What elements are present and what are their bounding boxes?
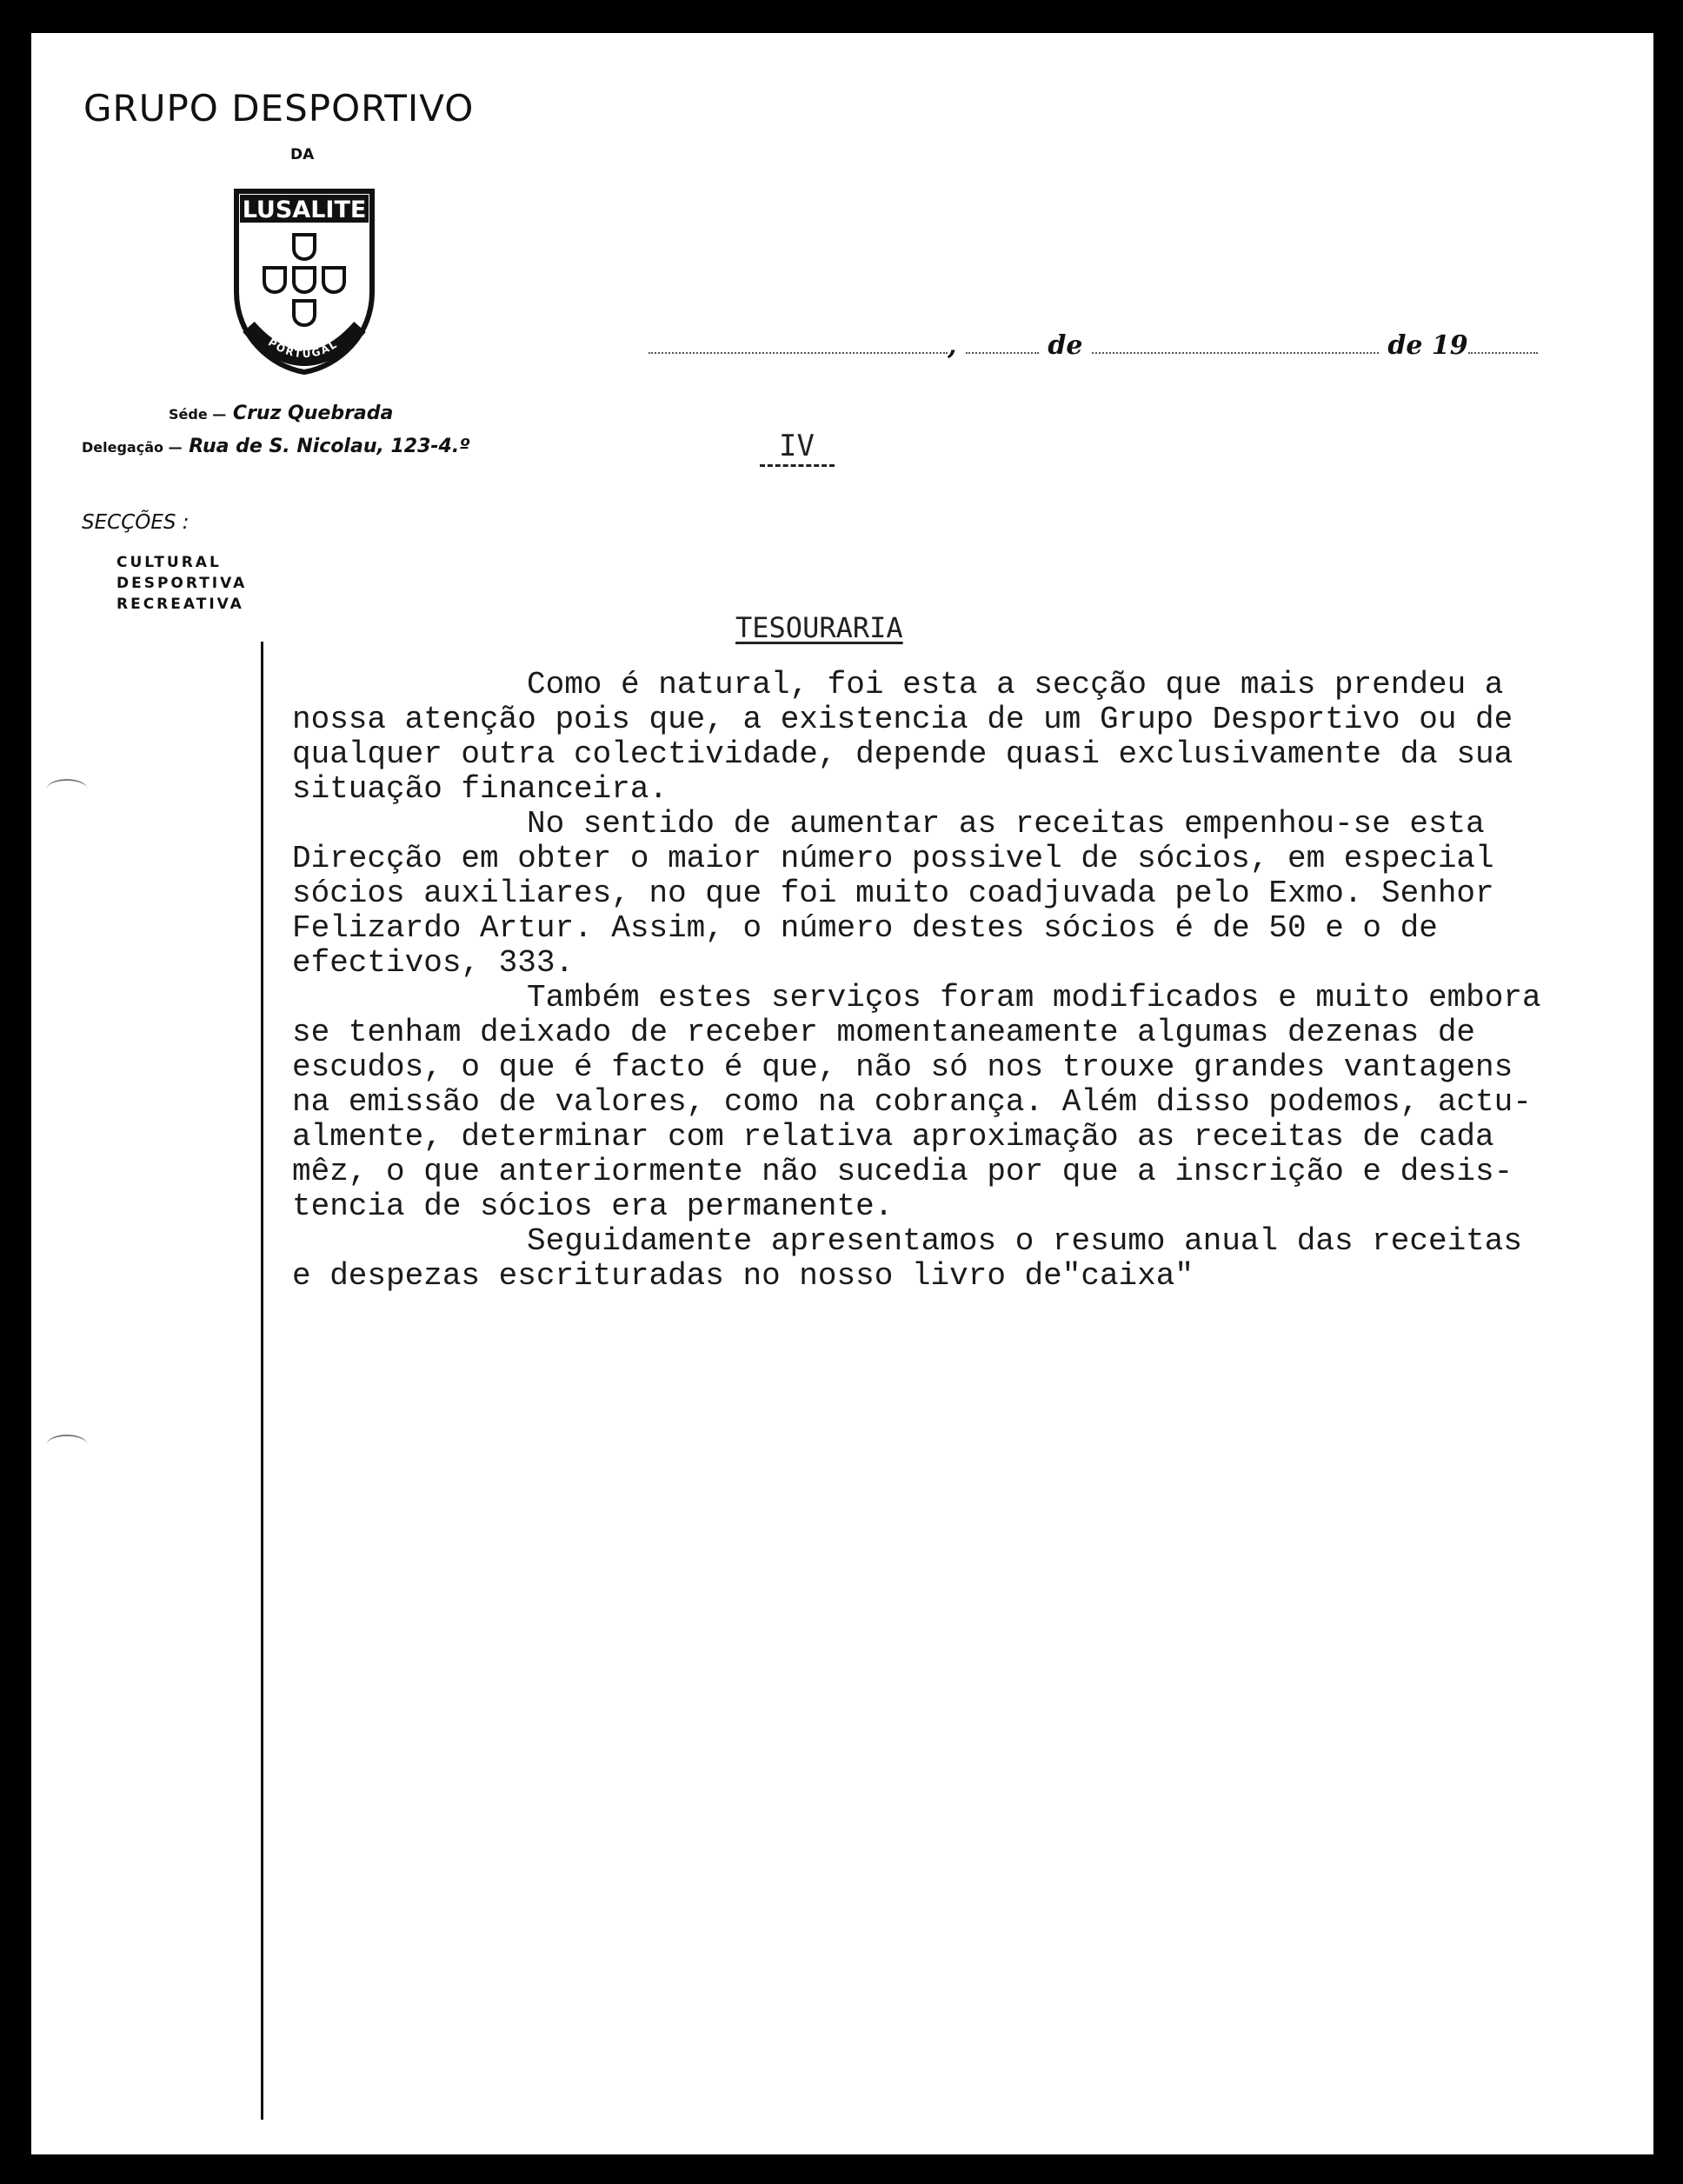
left-margin-rule <box>261 642 263 2120</box>
text-line: nossa atenção pois que, a existencia de um Grupo Desportivo ou de <box>292 702 1513 737</box>
date-de-1: de <box>1048 330 1083 361</box>
text-line: e despezas escrituradas no nosso livro de"caixa" <box>292 1258 1194 1294</box>
org-name: GRUPO DESPORTIVO <box>83 87 475 130</box>
page-number: IV <box>779 429 815 463</box>
text-line: sócios auxiliares, no que foi muito coadjuvada pelo Exmo. Senhor <box>292 876 1494 911</box>
date-de-2: de 19 <box>1387 330 1468 361</box>
text-line: situação financeira. <box>292 771 669 807</box>
page-number-underline <box>760 464 835 467</box>
logo-text: LUSALITE <box>242 196 367 223</box>
document-page <box>31 33 1653 2154</box>
seccao-item: DESPORTIVA <box>116 575 248 592</box>
text-line: se tenham deixado de receber momentaneamente algumas dezenas de <box>292 1015 1476 1050</box>
section-title: TESOURARIA <box>735 611 903 644</box>
date-line: , de de 19 <box>649 330 1538 361</box>
scan-artifact <box>47 1435 87 1454</box>
delegacao-address: Delegação — Rua de S. Nicolau, 123-4.º <box>82 436 470 457</box>
text-line: Seguidamente apresentamos o resumo anual das receitas <box>527 1223 1522 1259</box>
org-da: DA <box>290 146 315 163</box>
text-line: Felizardo Artur. Assim, o número destes sócios é de 50 e o de <box>292 910 1438 946</box>
text-line: qualquer outra colectividade, depende quasi exclusivamente da sua <box>292 736 1513 772</box>
scan-artifact <box>47 779 87 798</box>
text-line: tencia de sócios era permanente. <box>292 1189 894 1224</box>
text-line: No sentido de aumentar as receitas empenhou-se esta <box>527 806 1485 842</box>
seccoes-label: SECÇÕES : <box>82 511 190 534</box>
sede-address: Séde — Cruz Quebrada <box>169 403 394 424</box>
logo-country: PORTUGAL <box>266 336 341 361</box>
seccao-item: RECREATIVA <box>116 596 244 613</box>
text-line: na emissão de valores, como na cobrança. Além disso podemos, actu- <box>292 1084 1532 1120</box>
text-line: Também estes serviços foram modificados e muito embora <box>527 980 1541 1015</box>
text-line: almente, determinar com relativa aproximação as receitas de cada <box>292 1119 1494 1155</box>
text-line: Direcção em obter o maior número possivel de sócios, em especial <box>292 841 1494 876</box>
text-line: mêz, o que anteriormente não sucedia por que a inscrição e desis- <box>292 1154 1513 1189</box>
seccao-item: CULTURAL <box>116 554 222 571</box>
text-line: escudos, o que é facto é que, não só nos trouxe grandes vantagens <box>292 1049 1513 1085</box>
seccoes-list <box>116 552 247 615</box>
body-text <box>292 668 1648 1294</box>
lusalite-shield-logo <box>230 188 379 375</box>
text-line: efectivos, 333. <box>292 945 575 981</box>
text-line: Como é natural, foi esta a secção que mais prendeu a <box>527 667 1504 702</box>
